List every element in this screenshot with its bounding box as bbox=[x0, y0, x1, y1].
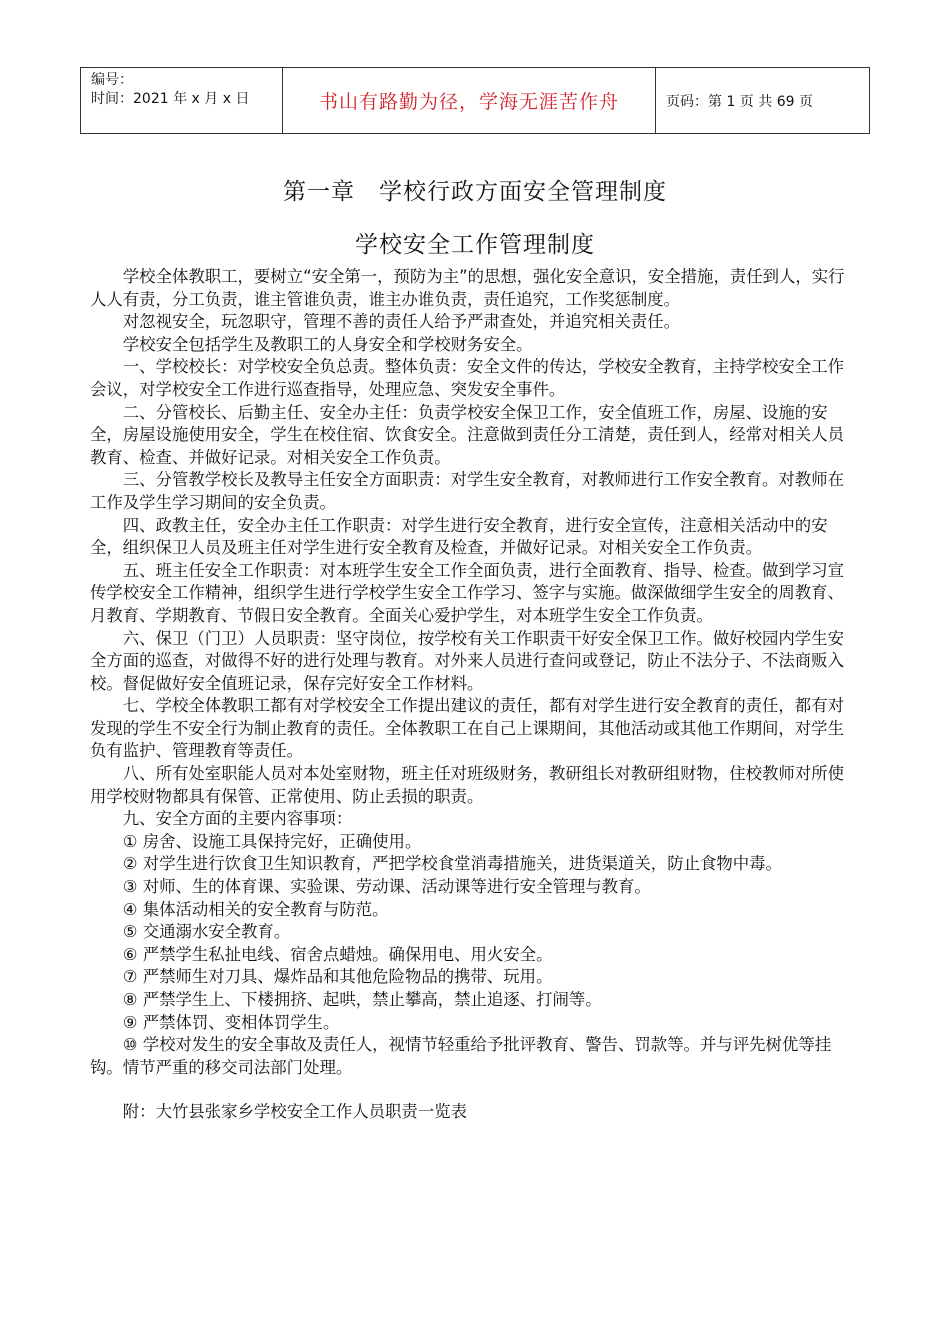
paragraph: 对忽视安全，玩忽职守，管理不善的责任人给予严肃查处，并追究相关责任。 bbox=[122, 312, 681, 332]
document-date-label: 时间：2021 年 x 月 x 日 bbox=[91, 91, 250, 107]
paragraph: 八、所有处室职能人员对本处室财物，班主任对班级财务，教研组长对教研组财物，住校教师对所使用学校财物都具有保管、正常使用、防止丢损的职责。 bbox=[90, 764, 844, 806]
list-item: ② 对学生进行饮食卫生知识教育，严把学校食堂消毒措施关，进货渠道关，防止食物中毒。 bbox=[122, 854, 782, 874]
list-item: ③ 对师、生的体育课、实验课、劳动课、活动课等进行安全管理与教育。 bbox=[122, 877, 651, 897]
paragraph: 五、班主任安全工作职责：对本班学生安全工作全面负责，进行全面教育、指导、检查。做到学习宣传学校安全工作精神，组织学生进行学校学生安全工作学习、签字与实施。做深做细学生安全的周教育、月教育、学期教育、节假日安全教育。全面关心爱护学生，对本班学生安全工作负责。 bbox=[90, 560, 844, 625]
page-header bbox=[80, 67, 870, 134]
document-body bbox=[90, 266, 858, 1124]
list-item: ⑦ 严禁师生对刀具、爆炸品和其他危险物品的携带、玩用。 bbox=[122, 967, 553, 987]
header-meta bbox=[81, 68, 283, 133]
list-item: ① 房舍、设施工具保持完好，正确使用。 bbox=[122, 831, 422, 851]
paragraph: 六、保卫（门卫）人员职责：坚守岗位，按学校有关工作职责干好安全保卫工作。做好校园内学生安全方面的巡查，对做得不好的进行处理与教育。对外来人员进行查问或登记，防止不法分子、不法商贩入校。督促做好安全值班记录，保存完好安全工作材料。 bbox=[90, 628, 844, 693]
paragraph: 一、学校校长：对学校安全负总责。整体负责：安全文件的传达，学校安全教育，主持学校安全工作会议，对学校安全工作进行巡查指导，处理应急、突发安全事件。 bbox=[90, 357, 844, 399]
list-item: ⑨ 严禁体罚、变相体罚学生。 bbox=[122, 1012, 340, 1032]
list-item: ⑩ 学校对发生的安全事故及责任人，视情节轻重给予批评教育、警告、罚款等。并与评先树优等挂钩。情节严重的移交司法部门处理。 bbox=[90, 1035, 832, 1077]
chapter-title: 第一章 学校行政方面安全管理制度 bbox=[283, 179, 667, 205]
paragraph: 学校全体教职工，要树立“安全第一，预防为主”的思想，强化安全意识，安全措施，责任到人，实行人人有责，分工负责，谁主管谁负责，谁主办谁负责，责任追究，工作奖惩制度。 bbox=[90, 267, 845, 309]
paragraph: 三、分管教学校长及教导主任安全方面职责：对学生安全教育，对教师进行工作安全教育。对教师在工作及学生学习期间的安全负责。 bbox=[90, 470, 844, 512]
document-number-label: 编号： bbox=[91, 72, 133, 88]
page-info: 页码：第 1 页 共 69 页 bbox=[666, 93, 813, 110]
document-title: 学校安全工作管理制度 bbox=[355, 232, 595, 258]
paragraph: 四、政教主任，安全办主任工作职责：对学生进行安全教育，进行安全宣传，注意相关活动中的安全，组织保卫人员及班主任对学生进行安全教育及检查，并做好记录。对相关安全工作负责。 bbox=[90, 515, 828, 558]
paragraph: 学校安全包括学生及教职工的人身安全和学校财务安全。 bbox=[122, 334, 533, 354]
list-item: ⑥ 严禁学生私扯电线、宿舍点蜡烛。确保用电、用火安全。 bbox=[122, 944, 553, 964]
list-item: ⑧ 严禁学生上、下楼拥挤、起哄，禁止攀高，禁止追逐、打闹等。 bbox=[122, 990, 602, 1009]
paragraph: 九、安全方面的主要内容事项： bbox=[122, 809, 353, 829]
appendix-note: 附：大竹县张家乡学校安全工作人员职责一览表 bbox=[122, 1102, 467, 1122]
list-item: ⑤ 交通溺水安全教育。 bbox=[122, 922, 291, 942]
paragraph: 二、分管校长、后勤主任、安全办主任：负责学校安全保卫工作，安全值班工作，房屋、设施的安全，房屋设施使用安全，学生在校住宿、饮食安全。注意做到责任分工清楚，责任到人，经常对相关人员教育、检查、并做好记录。对相关安全工作负责。 bbox=[90, 402, 844, 467]
paragraph: 七、学校全体教职工都有对学校安全工作提出建议的责任，都有对学生进行安全教育的责任，都有对发现的学生不安全行为制止教育的责任。全体教职工在自己上课期间，其他活动或其他工作期间，对学生负有监护、管理教育等责任。 bbox=[90, 696, 844, 761]
header-motto: 书山有路勤为径，学海无涯苦作舟 bbox=[283, 68, 656, 133]
list-item: ④ 集体活动相关的安全教育与防范。 bbox=[122, 899, 389, 919]
